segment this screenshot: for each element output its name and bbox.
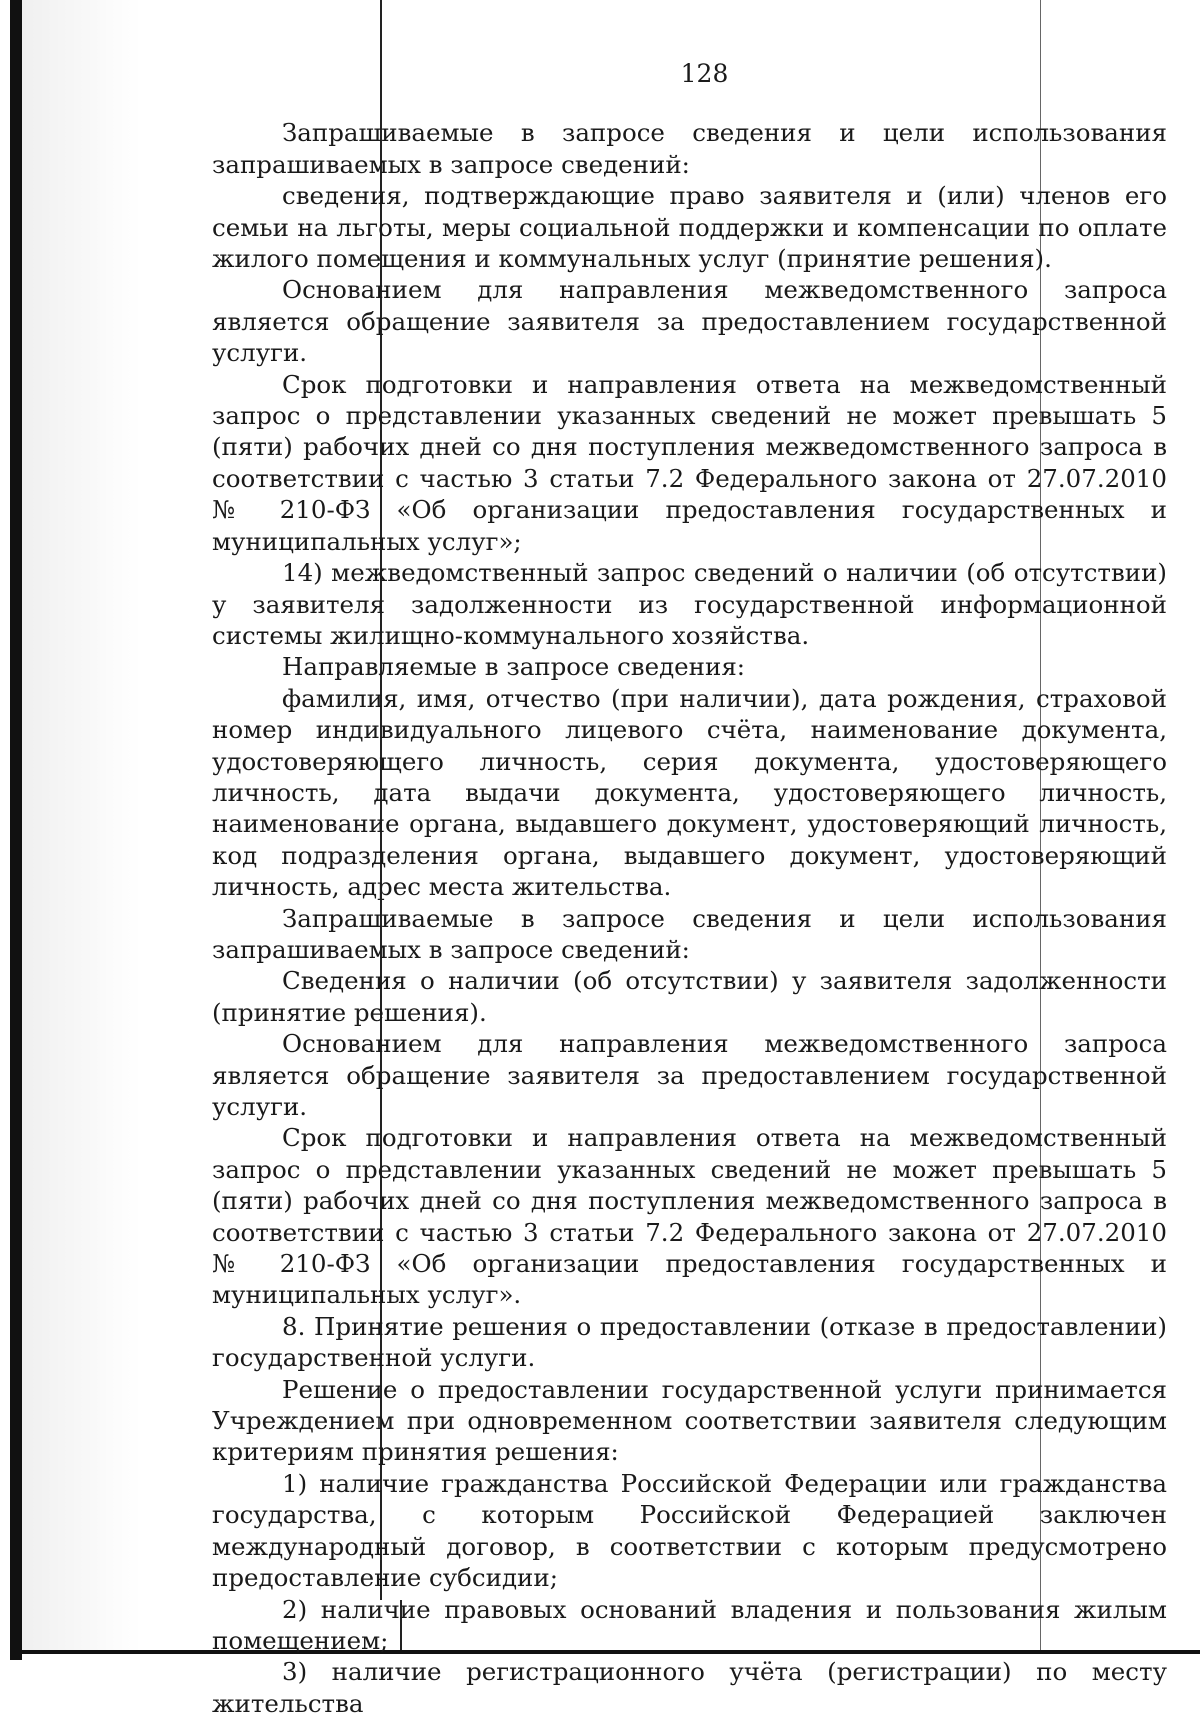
paragraph: 8. Принятие решения о предоставлении (отказе в предоставлении) государственной услуги. xyxy=(212,1311,1167,1373)
paragraph: 2) наличие правовых оснований владения и пользования жилым помещением; xyxy=(212,1594,1167,1655)
paragraph: 1) наличие гражданства Российской Федерации или гражданства государства, с которым Российской Федерацией заключен международный договор, в соответствии с которым предусмотрено предоставление субсидии; xyxy=(212,1468,1167,1593)
document-page xyxy=(212,58,1167,1719)
paragraph: Решение о предоставлении государственной услуги принимается Учреждением при одновременном соответствии заявителя следующим критериям принятия решения: xyxy=(212,1374,1167,1467)
paragraph: сведения, подтверждающие право заявителя и (или) членов его семьи на льготы, меры социальной поддержки и компенсации по оплате жилого помещения и коммунальных услуг (принятие решения). xyxy=(212,181,1167,274)
paragraph: фамилия, имя, отчество (при наличии), дата рождения, страховой номер индивидуального лицевого счёта, наименование документа, удостоверяющего личность, серия документа, удостоверяющего личность, дата выдачи документа, удостоверяющего личность, наименование органа, выдавшего документ, удостоверяющий личность, код подразделения органа, выдавшего документ, удостоверяющий личность, адрес места жительства. xyxy=(212,683,1167,902)
scan-border-left xyxy=(10,0,22,1660)
paragraph: Срок подготовки и направления ответа на межведомственный запрос о представлении указанных сведений не может превышать 5 (пяти) рабочих дней со дня поступления межведомственного запроса в соответствии с частью 3 статьи 7.2 Федерального закона от 27.07.2010 № 210-ФЗ «Об организации предоставления государственных и муниципальных услуг»; xyxy=(212,369,1167,556)
paragraph: Основанием для направления межведомственного запроса является обращение заявителя за предоставлением государственной услуги. xyxy=(212,1029,1167,1121)
page-number: 128 xyxy=(680,59,729,88)
paragraph: 14) межведомственный запрос сведений о наличии (об отсутствии) у заявителя задолженности из государственной информационной системы жилищно-коммунального хозяйства. xyxy=(212,558,1167,650)
paragraph: Направляемые в запросе сведения: xyxy=(282,652,746,682)
paragraph: Сведения о наличии (об отсутствии) у заявителя задолженности (принятие решения). xyxy=(212,966,1167,1027)
paragraph: Запрашиваемые в запросе сведения и цели использования запрашиваемых в запросе сведений: xyxy=(212,903,1167,964)
paragraph: Запрашиваемые в запросе сведения и цели использования запрашиваемых в запросе сведений: xyxy=(212,118,1167,179)
scan-shadow xyxy=(22,0,142,1650)
paragraph: 3) наличие регистрационного учёта (регистрации) по месту жительства xyxy=(212,1657,1167,1718)
paragraph: Основанием для направления межведомственного запроса является обращение заявителя за предоставлением государственной услуги. xyxy=(212,275,1167,368)
paragraph: Срок подготовки и направления ответа на межведомственный запрос о представлении указанных сведений не может превышать 5 (пяти) рабочих дней со дня поступления межведомственного запроса в соответствии с частью 3 статьи 7.2 Федерального закона от 27.07.2010 № 210-ФЗ «Об организации предоставления государственных и муниципальных услуг». xyxy=(212,1123,1167,1310)
